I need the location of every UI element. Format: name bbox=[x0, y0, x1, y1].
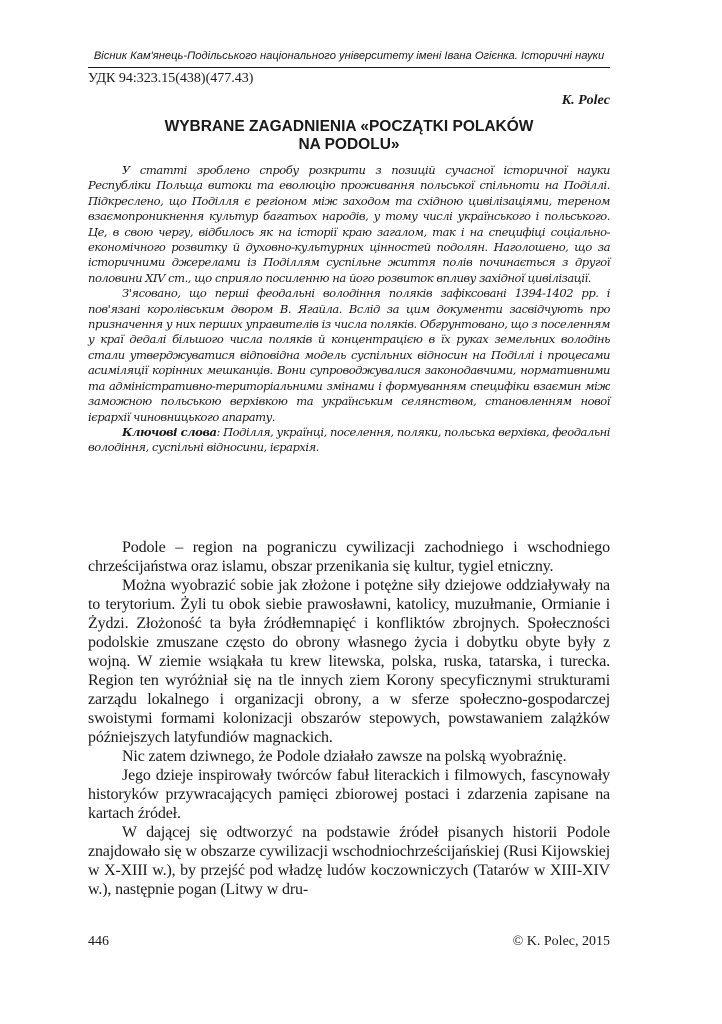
article-title-line-1: WYBRANE ZAGADNIENIA «POCZĄTKI POLAKÓW bbox=[164, 118, 534, 135]
keywords-text: : Поділля, українці, поселення, поляки, польська верхівка, феодальні володіння, суспільні відносини, ієрархія. bbox=[88, 424, 610, 455]
article-author: K. Polec bbox=[561, 93, 610, 108]
header-rule bbox=[88, 67, 610, 68]
keywords bbox=[88, 425, 610, 456]
body-paragraph: Nic zatem dziwnego, że Podole działało zawsze na polską wyobraźnię. bbox=[122, 748, 567, 765]
body-paragraph: Podole – region na pograniczu cywilizacji zachodniego i wschodniego chrześcijaństwa oraz islamu, obszar przenikania się kultur, tygiel etniczny. bbox=[88, 539, 610, 575]
abstract-paragraph: У статті зроблено спробу розкрити з позицій сучасної історичної науки Республіки Польща витоки та еволюцію проживання польської спільноти на Поділлі. Підкреслено, що Поділля є регіоном між заходом та східною цивілізаціями, тереном взаємопроникнення культур багатьох народів, у тому числі українського і польського. Це, в свою чергу, відбилось як на історії краю загалом, так і на специфіці соціально-економічного розвитку й духовно-культурних цінностей подолян. Наголошено, що за історичними джерелами із Подiллям суспільне життя полів починається з другої половини XIV ст., що сприяло посиленню на його розвиток впливу західної цивілізації. bbox=[88, 163, 610, 285]
body-paragraph: W dającej się odtworzyć na podstawie źródeł pisanych historii Podole znajdowało się w obszarze cywilizacji wschodniochrześcijańskiej (Rusi Kijowskiej w X-XIII w.), by przejść pod władzę ludów koczowniczych (Tatarów w XIII-XIV w.), następnie pogan (Litwy w dru- bbox=[88, 824, 610, 898]
body-paragraph: Jego dzieje inspirowały twórców fabuł literackich i filmowych, fascynowały historyków przywracających pamięci zbiorowej postaci i zdarzenia zapisane na kartach źródeł. bbox=[88, 767, 610, 822]
article-title-line-2: NA PODOLU» bbox=[298, 136, 400, 153]
copyright-notice: © K. Polec, 2015 bbox=[512, 934, 610, 949]
article-body bbox=[88, 538, 610, 899]
udc-code: УДК 94:323.15(438)(477.43) bbox=[88, 71, 254, 86]
page-number: 446 bbox=[88, 934, 109, 949]
body-paragraph: Można wyobrazić sobie jak złożone i potężne siły dziejowe oddziaływały na to terytorium. Żyli tu obok siebie prawosławni, katolicy, muzułmanie, Ormianie i Żydzi. Złożoność ta była źródłemnapięć i konfliktów zbrojnych. Społeczności podolskie zmuszane często do obrony własnego życia i dobytku obyte były z wojną. W ziemie wsiąkała tu krew litewska, polska, ruska, tatarska, i turecka. Region ten wyróżniał się na tle innych ziem Korony specyficznymi strukturami zarządu lokalnego i organizacji obrony, a w sferze społeczno-gospodarczej swoistymi formami kolonizacji obszarów stepowych, powstawaniem zalążków późniejszych latyfundiów magnackich. bbox=[88, 577, 610, 746]
keywords-label: Ключові слова bbox=[122, 424, 217, 439]
abstract-paragraph: З'ясовано, що перші феодальні володіння поляків зафіксовані 1394-1402 рр. і пов'язані королівським двором В. Ягайла. Вслід за цим документи засвідчують про призначення у них перших управителів із числа поляків. Обгрунтовано, що з поселенням у краї дедалі більшого числа поляків й концентрацією в їх руках земельних володінь стали утверджуватися відповідна модель суспільних відносин на Поділлі і процесами асиміляції корінних мешканців. Вони супроводжувалися законодавчими, нормативними та адміністративно-територіальними змінами і формуванням специфіки взаємин між заможною польською верхівкою та українським селянством, становленням нової ієрархії чиновницького апарату. bbox=[88, 286, 610, 424]
running-header: Вісник Кам'янець-Подільського національного університету імені Івана Огієнка. Історичні науки bbox=[93, 50, 605, 62]
abstract bbox=[88, 163, 610, 456]
article-title bbox=[88, 118, 610, 154]
